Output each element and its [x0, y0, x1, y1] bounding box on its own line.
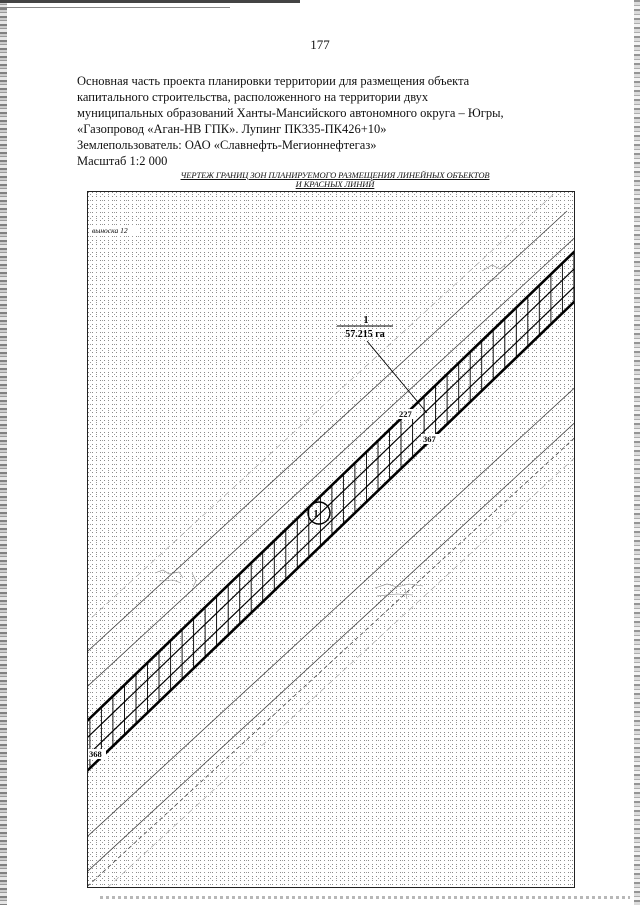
- point-label-368: 368: [89, 749, 102, 759]
- scan-edge-left: [0, 0, 7, 905]
- point-label-227: 227: [399, 409, 412, 419]
- scan-bottom-noise: [100, 896, 630, 899]
- dotted-terrain-fill-secondary: [87, 191, 575, 888]
- header-line-3: муниципальных образований Ханты-Мансийского автономного округа – Югры,: [77, 106, 504, 120]
- header-line-2: капитального строительства, расположенного на территории двух: [77, 90, 429, 104]
- document-header: [77, 73, 557, 169]
- scan-top-mark-thin: [0, 7, 230, 8]
- planning-drawing: [87, 191, 575, 888]
- circle-label: 1: [313, 509, 319, 520]
- drawing-title: [170, 171, 500, 189]
- scan-edge-right: [634, 0, 640, 905]
- inset-label: выноска 12: [92, 226, 128, 235]
- zone-area: 57.215 га: [345, 329, 385, 340]
- header-line-1: Основная часть проекта планировки территории для размещения объекта: [77, 74, 470, 88]
- scan-top-mark: [0, 0, 300, 3]
- drawing-title-line-1: ЧЕРТЕЖ ГРАНИЦ ЗОН ПЛАНИРУЕМОГО РАЗМЕЩЕНИЯ ЛИНЕЙНЫХ ОБЪЕКТОВ: [180, 170, 490, 180]
- header-line-5: Землепользователь: ОАО «Славнефть-Мегионнефтегаз»: [77, 138, 377, 152]
- page-number: 177: [310, 37, 330, 52]
- planning-drawing-svg: [87, 191, 575, 888]
- point-label-367: 367: [423, 434, 436, 444]
- zone-number: 1: [363, 315, 369, 326]
- header-line-4: «Газопровод «Аган-НВ ГПК». Лупинг ПК335-ПК426+10»: [77, 122, 387, 136]
- drawing-title-line-2: И КРАСНЫХ ЛИНИЙ: [295, 179, 375, 189]
- header-line-6: Масштаб 1:2 000: [77, 154, 168, 168]
